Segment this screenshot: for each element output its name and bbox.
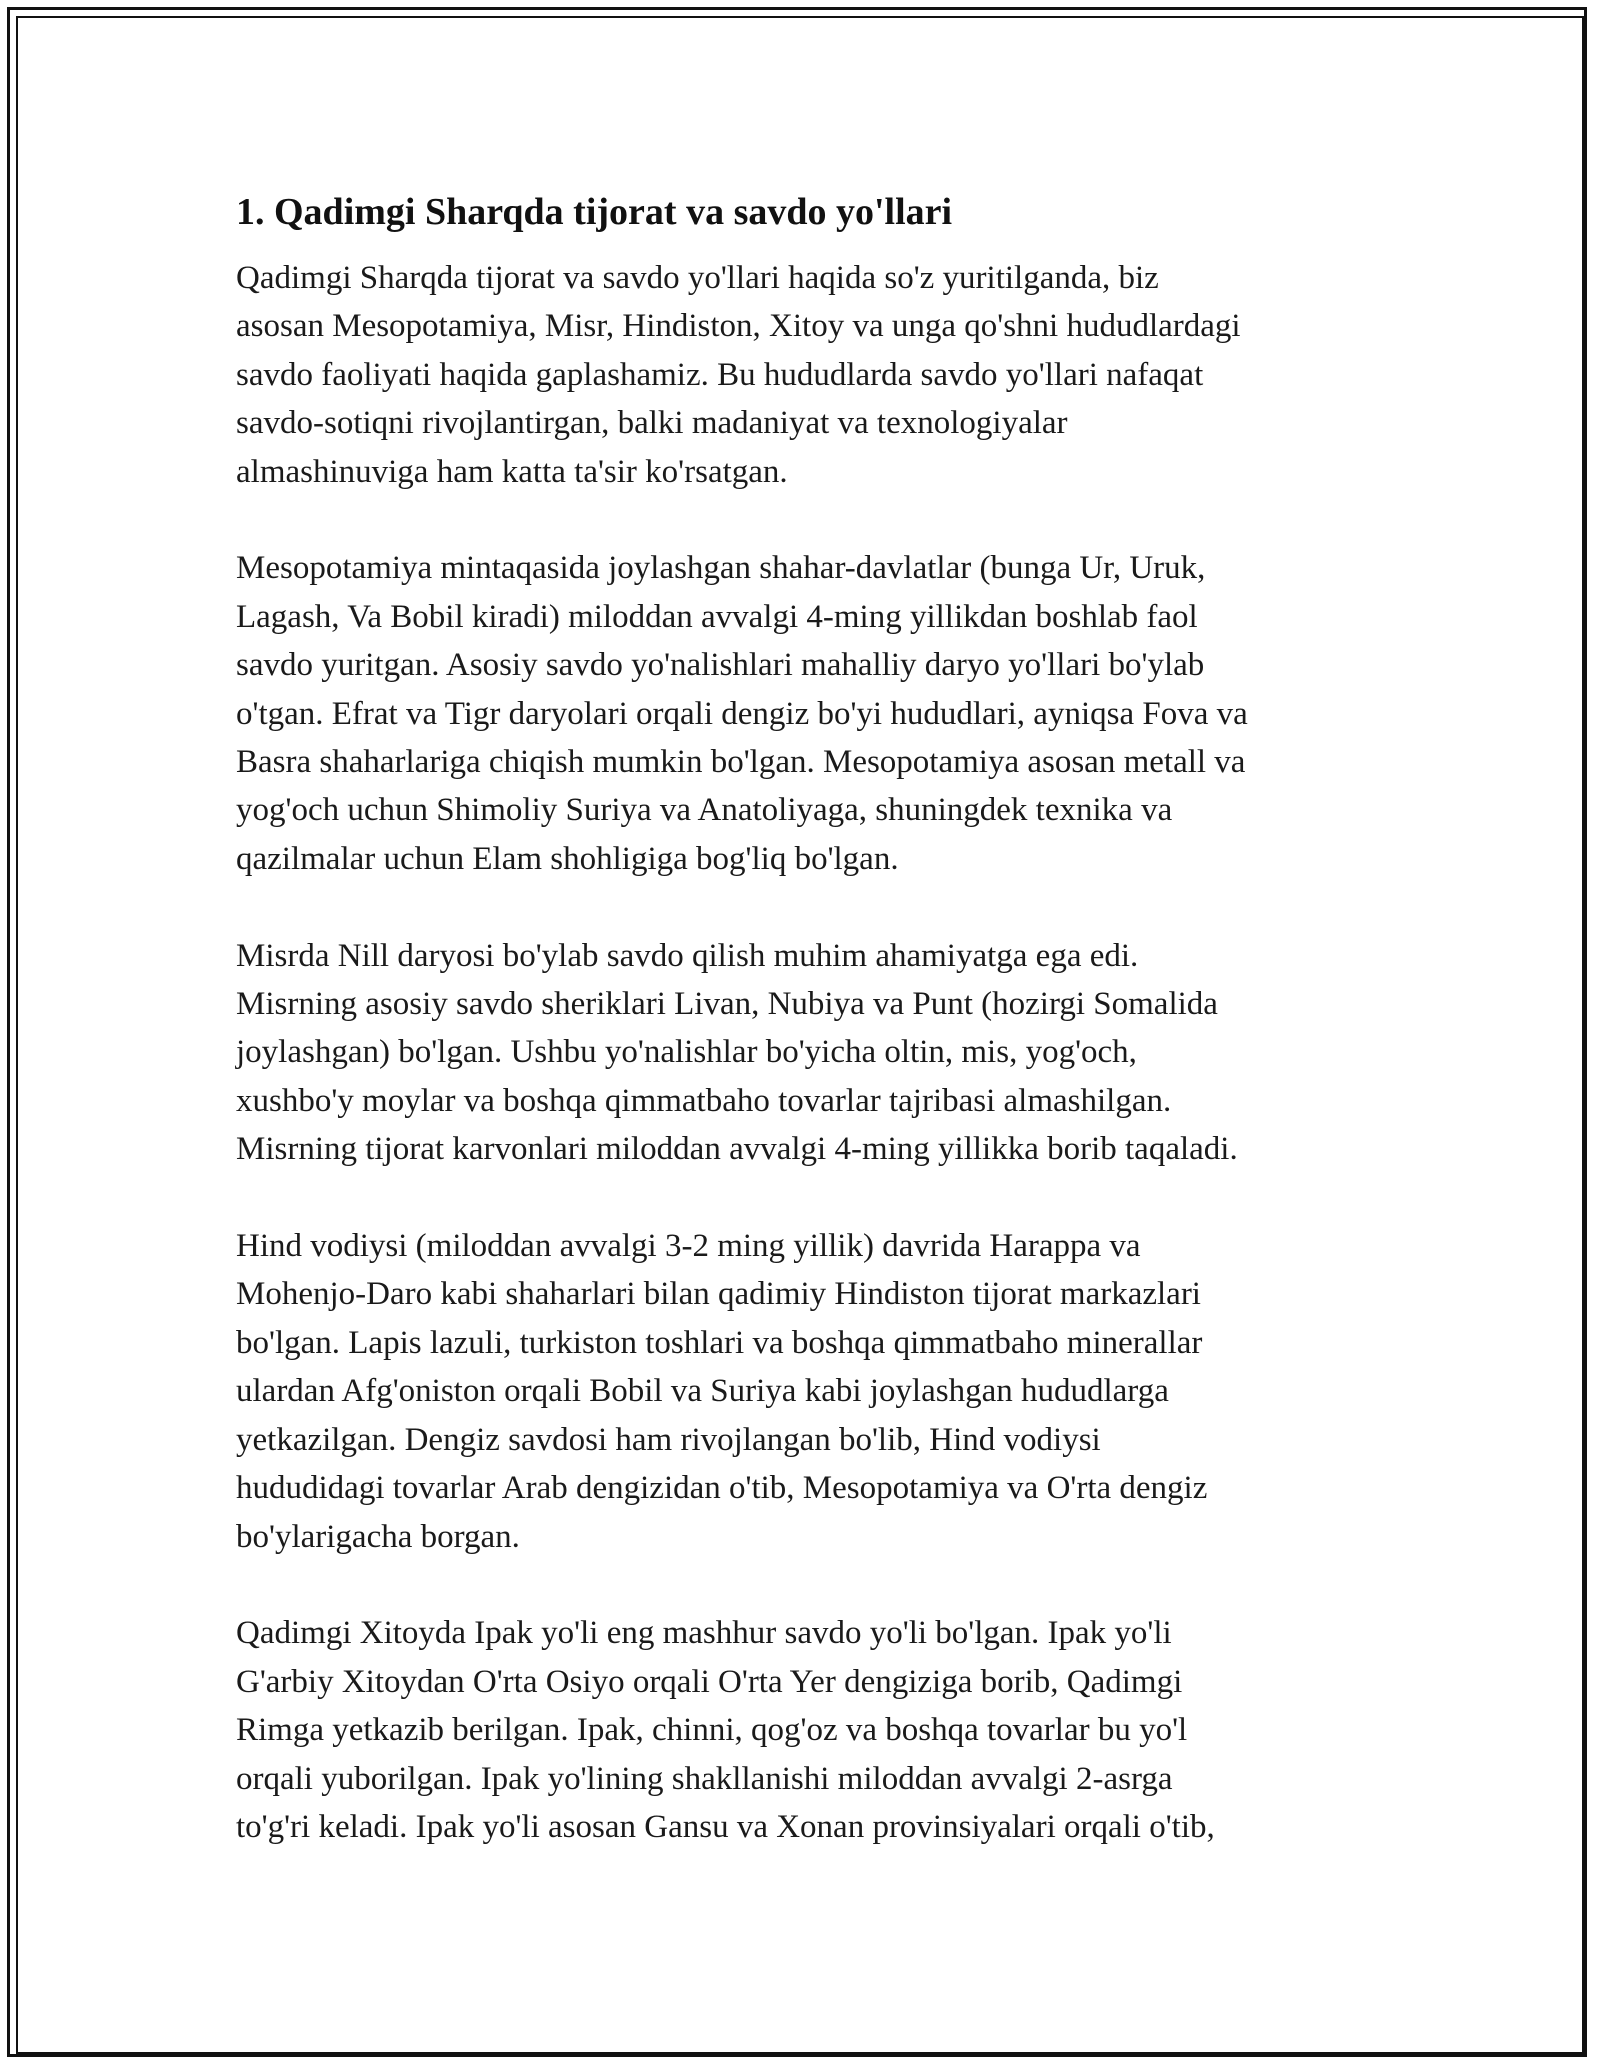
text-line: to'g'ri keladi. Ipak yo'li asosan Gansu va Xonan provinsiyalari orqali o'tib, — [236, 1808, 1215, 1845]
paragraph-mesopotamia — [236, 544, 1366, 883]
text-line: savdo-sotiqni rivojlantirgan, balki madaniyat va texnologiyalar — [236, 405, 1068, 442]
text-line: Hind vodiysi (miloddan avvalgi 3-2 ming yillik) davrida Harappa va — [236, 1228, 1141, 1265]
text-line: savdo yuritgan. Asosiy savdo yo'nalishlari mahalliy daryo yo'llari bo'ylab — [236, 647, 1205, 684]
text-line: xushbo'y moylar va boshqa qimmatbaho tovarlar tajribasi almashilgan. — [236, 1082, 1172, 1119]
text-line: Misrda Nill daryosi bo'ylab savdo qilish muhim ahamiyatga ega edi. — [236, 937, 1139, 974]
text-line: G'arbiy Xitoydan O'rta Osiyo orqali O'rta Yer dengiziga borib, Qadimgi — [236, 1663, 1183, 1700]
text-line: Misrning asosiy savdo sheriklari Livan, Nubiya va Punt (hozirgi Somalida — [236, 986, 1218, 1023]
text-line: bo'ylarigacha borgan. — [236, 1518, 520, 1555]
paragraph-indus — [236, 1222, 1366, 1561]
text-line: o'tgan. Efrat va Tigr daryolari orqali dengiz bo'yi hududlari, ayniqsa Fova va — [236, 695, 1248, 732]
paragraph-intro — [236, 254, 1366, 496]
text-line: qazilmalar uchun Elam shohligiga bog'liq bo'lgan. — [236, 840, 899, 877]
paragraph-china — [236, 1609, 1366, 1851]
document-body — [236, 186, 1366, 1851]
text-line: yetkazilgan. Dengiz savdosi ham rivojlangan bo'lib, Hind vodiysi — [236, 1421, 1101, 1458]
text-line: Basra shaharlariga chiqish mumkin bo'lgan. Mesopotamiya asosan metall va — [236, 744, 1246, 781]
section-heading: 1. Qadimgi Sharqda tijorat va savdo yo'llari — [236, 191, 953, 233]
text-line: savdo faoliyati haqida gaplashamiz. Bu hududlarda savdo yo'llari nafaqat — [236, 356, 1204, 393]
paragraph-egypt — [236, 932, 1366, 1174]
text-line: Lagash, Va Bobil kiradi) miloddan avvalgi 4-ming yillikdan boshlab faol — [236, 598, 1198, 635]
text-line: Misrning tijorat karvonlari miloddan avvalgi 4-ming yillikka borib taqaladi. — [236, 1131, 1238, 1168]
text-line: almashinuviga ham katta ta'sir ko'rsatgan. — [236, 453, 788, 490]
text-line: orqali yuborilgan. Ipak yo'lining shakllanishi miloddan avvalgi 2-asrga — [236, 1760, 1173, 1797]
text-line: ulardan Afg'oniston orqali Bobil va Suriya kabi joylashgan hududlarga — [236, 1373, 1169, 1410]
text-line: Mohenjo-Daro kabi shaharlari bilan qadimiy Hindiston tijorat markazlari — [236, 1276, 1201, 1313]
text-line: yog'och uchun Shimoliy Suriya va Anatoliyaga, shuningdek texnika va — [236, 792, 1173, 829]
text-line: Rimga yetkazib berilgan. Ipak, chinni, qog'oz va boshqa tovarlar bu yo'l — [236, 1712, 1188, 1749]
text-line: Qadimgi Xitoyda Ipak yo'li eng mashhur savdo yo'li bo'lgan. Ipak yo'li — [236, 1615, 1172, 1652]
text-line: asosan Mesopotamiya, Misr, Hindiston, Xitoy va unga qo'shni hududlardagi — [236, 308, 1241, 345]
text-line: hududidagi tovarlar Arab dengizidan o'tib, Mesopotamiya va O'rta dengiz — [236, 1470, 1208, 1507]
text-line: Qadimgi Sharqda tijorat va savdo yo'llari haqida so'z yuritilganda, biz — [236, 260, 1159, 296]
text-line: joylashgan) bo'lgan. Ushbu yo'nalishlar bo'yicha oltin, mis, yog'och, — [236, 1034, 1137, 1071]
text-line: bo'lgan. Lapis lazuli, turkiston toshlari va boshqa qimmatbaho minerallar — [236, 1324, 1203, 1361]
text-line: Mesopotamiya mintaqasida joylashgan shahar-davlatlar (bunga Ur, Uruk, — [236, 550, 1206, 587]
